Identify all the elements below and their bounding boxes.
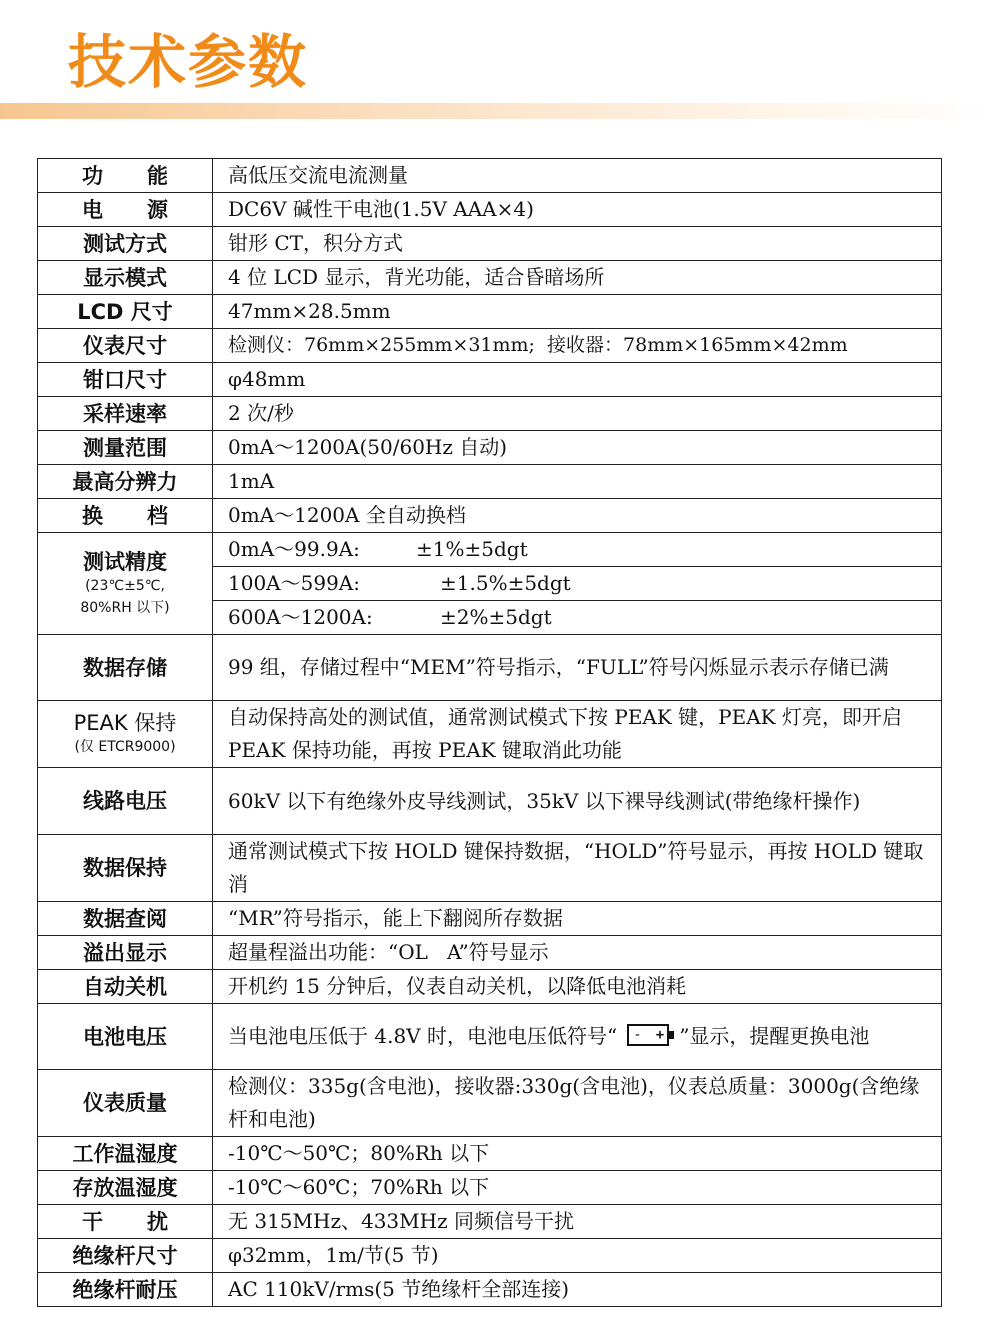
- row-value: 99 组，存储过程中“MEM”符号指示，“FULL”符号闪烁显示表示存储已满: [213, 635, 942, 701]
- accuracy-condition-1: (23℃±5℃,: [85, 577, 165, 594]
- table-row: [38, 635, 942, 701]
- row-value: -10℃～50℃；80%Rh 以下: [213, 1137, 942, 1171]
- row-label: 仪表质量: [38, 1070, 213, 1137]
- table-row: [38, 261, 942, 295]
- row-label: 显示模式: [38, 261, 213, 295]
- row-value: 0mA～1200A(50/60Hz 自动): [213, 431, 942, 465]
- accuracy-label-cell: [38, 533, 213, 635]
- table-row: [38, 533, 942, 567]
- row-label: 采样速率: [38, 397, 213, 431]
- row-label: 绝缘杆耐压: [38, 1273, 213, 1307]
- table-row: [38, 1137, 942, 1171]
- row-value: 通常测试模式下按 HOLD 键保持数据，“HOLD”符号显示，再按 HOLD 键取消: [213, 835, 942, 902]
- accuracy-item: [213, 567, 942, 601]
- row-label: 最高分辨力: [38, 465, 213, 499]
- row-value: 47mm×28.5mm: [213, 295, 942, 329]
- row-value: 检测仪：335g(含电池)，接收器:330g(含电池)，仪表总质量：3000g(含绝缘杆和电池): [213, 1070, 942, 1137]
- row-value: 检测仪：76mm×255mm×31mm; 接收器：78mm×165mm×42mm: [213, 329, 942, 363]
- table-row: [38, 1239, 942, 1273]
- accuracy-value: ±1.5%±5dgt: [440, 571, 571, 595]
- table-row: [38, 1171, 942, 1205]
- row-label: 测量范围: [38, 431, 213, 465]
- row-value: DC6V 碱性干电池(1.5V AAA×4): [213, 193, 942, 227]
- row-value: “MR”符号指示，能上下翻阅所存数据: [213, 902, 942, 936]
- row-label: 仪表尺寸: [38, 329, 213, 363]
- row-label: 数据存储: [38, 635, 213, 701]
- row-value: φ48mm: [213, 363, 942, 397]
- battery-plus: +: [655, 1027, 665, 1043]
- table-row: [38, 902, 942, 936]
- row-label: PEAK 保持: [73, 711, 177, 735]
- row-value: 高低压交流电流测量: [213, 159, 942, 193]
- accuracy-item: [213, 601, 942, 635]
- table-row: [38, 227, 942, 261]
- table-row: [38, 1070, 942, 1137]
- battery-text-after: ”显示，提醒更换电池: [679, 1024, 870, 1048]
- accuracy-range: 0mA～99.9A:: [228, 537, 360, 561]
- row-value: 钳形 CT，积分方式: [213, 227, 942, 261]
- table-row: [38, 465, 942, 499]
- row-label: 电池电压: [38, 1004, 213, 1070]
- battery-text-before: 当电池电压低于 4.8V 时，电池电压低符号“: [228, 1024, 618, 1048]
- table-row: [38, 431, 942, 465]
- table-row: [38, 970, 942, 1004]
- row-value: AC 110kV/rms(5 节绝缘杆全部连接): [213, 1273, 942, 1307]
- row-value: 超量程溢出功能：“OL A”符号显示: [213, 936, 942, 970]
- row-label: 数据保持: [38, 835, 213, 902]
- row-label: 测试方式: [38, 227, 213, 261]
- row-label: 数据查阅: [38, 902, 213, 936]
- row-label: 测试精度: [83, 549, 167, 574]
- accuracy-item: [213, 533, 942, 567]
- table-row: [38, 159, 942, 193]
- row-value: 0mA～1200A 全自动换档: [213, 499, 942, 533]
- accuracy-range: 100A～599A:: [228, 571, 360, 595]
- table-row: [38, 1273, 942, 1307]
- table-row: [38, 329, 942, 363]
- row-label: 存放温湿度: [38, 1171, 213, 1205]
- peak-label-cell: [38, 701, 213, 768]
- low-battery-icon: [627, 1024, 669, 1046]
- table-row: [38, 499, 942, 533]
- row-value: 60kV 以下有绝缘外皮导线测试，35kV 以下裸导线测试(带绝缘杆操作): [213, 768, 942, 835]
- accuracy-condition-2: 80%RH 以下): [80, 599, 170, 616]
- table-row: [38, 397, 942, 431]
- accuracy-range: 600A～1200A:: [228, 605, 373, 629]
- battery-minus: -: [633, 1027, 642, 1043]
- row-value: [213, 1004, 942, 1070]
- row-label: 换档: [38, 499, 213, 533]
- row-value: 4 位 LCD 显示，背光功能，适合昏暗场所: [213, 261, 942, 295]
- row-label: 功能: [38, 159, 213, 193]
- row-label: 钳口尺寸: [38, 363, 213, 397]
- table-row: [38, 768, 942, 835]
- row-value: 无 315MHz、433MHz 同频信号干扰: [213, 1205, 942, 1239]
- table-row: [38, 363, 942, 397]
- row-value: -10℃～60℃；70%Rh 以下: [213, 1171, 942, 1205]
- spec-table: [37, 158, 942, 1307]
- row-label: 线路电压: [38, 768, 213, 835]
- table-row: [38, 193, 942, 227]
- row-label: 溢出显示: [38, 936, 213, 970]
- row-value: 2 次/秒: [213, 397, 942, 431]
- accuracy-value: ±2%±5dgt: [440, 605, 552, 629]
- peak-note: (仅 ETCR9000): [74, 739, 176, 755]
- table-row: [38, 1205, 942, 1239]
- table-row: [38, 835, 942, 902]
- table-row: [38, 701, 942, 768]
- page-title: 技术参数: [68, 28, 309, 96]
- table-row: [38, 936, 942, 970]
- row-label: 工作温湿度: [38, 1137, 213, 1171]
- row-value: 1mA: [213, 465, 942, 499]
- row-label: 电源: [38, 193, 213, 227]
- row-value: 自动保持高处的测试值，通常测试模式下按 PEAK 键，PEAK 灯亮，即开启 PEAK 保持功能，再按 PEAK 键取消此功能: [213, 701, 942, 768]
- row-label: LCD 尺寸: [38, 295, 213, 329]
- table-row: [38, 1004, 942, 1070]
- row-label: 自动关机: [38, 970, 213, 1004]
- row-value: 开机约 15 分钟后，仪表自动关机，以降低电池消耗: [213, 970, 942, 1004]
- table-row: [38, 295, 942, 329]
- accuracy-value: ±1%±5dgt: [416, 537, 528, 561]
- row-label: 绝缘杆尺寸: [38, 1239, 213, 1273]
- row-value: φ32mm，1m/节(5 节): [213, 1239, 942, 1273]
- row-label: 干扰: [38, 1205, 213, 1239]
- title-divider: [0, 103, 990, 119]
